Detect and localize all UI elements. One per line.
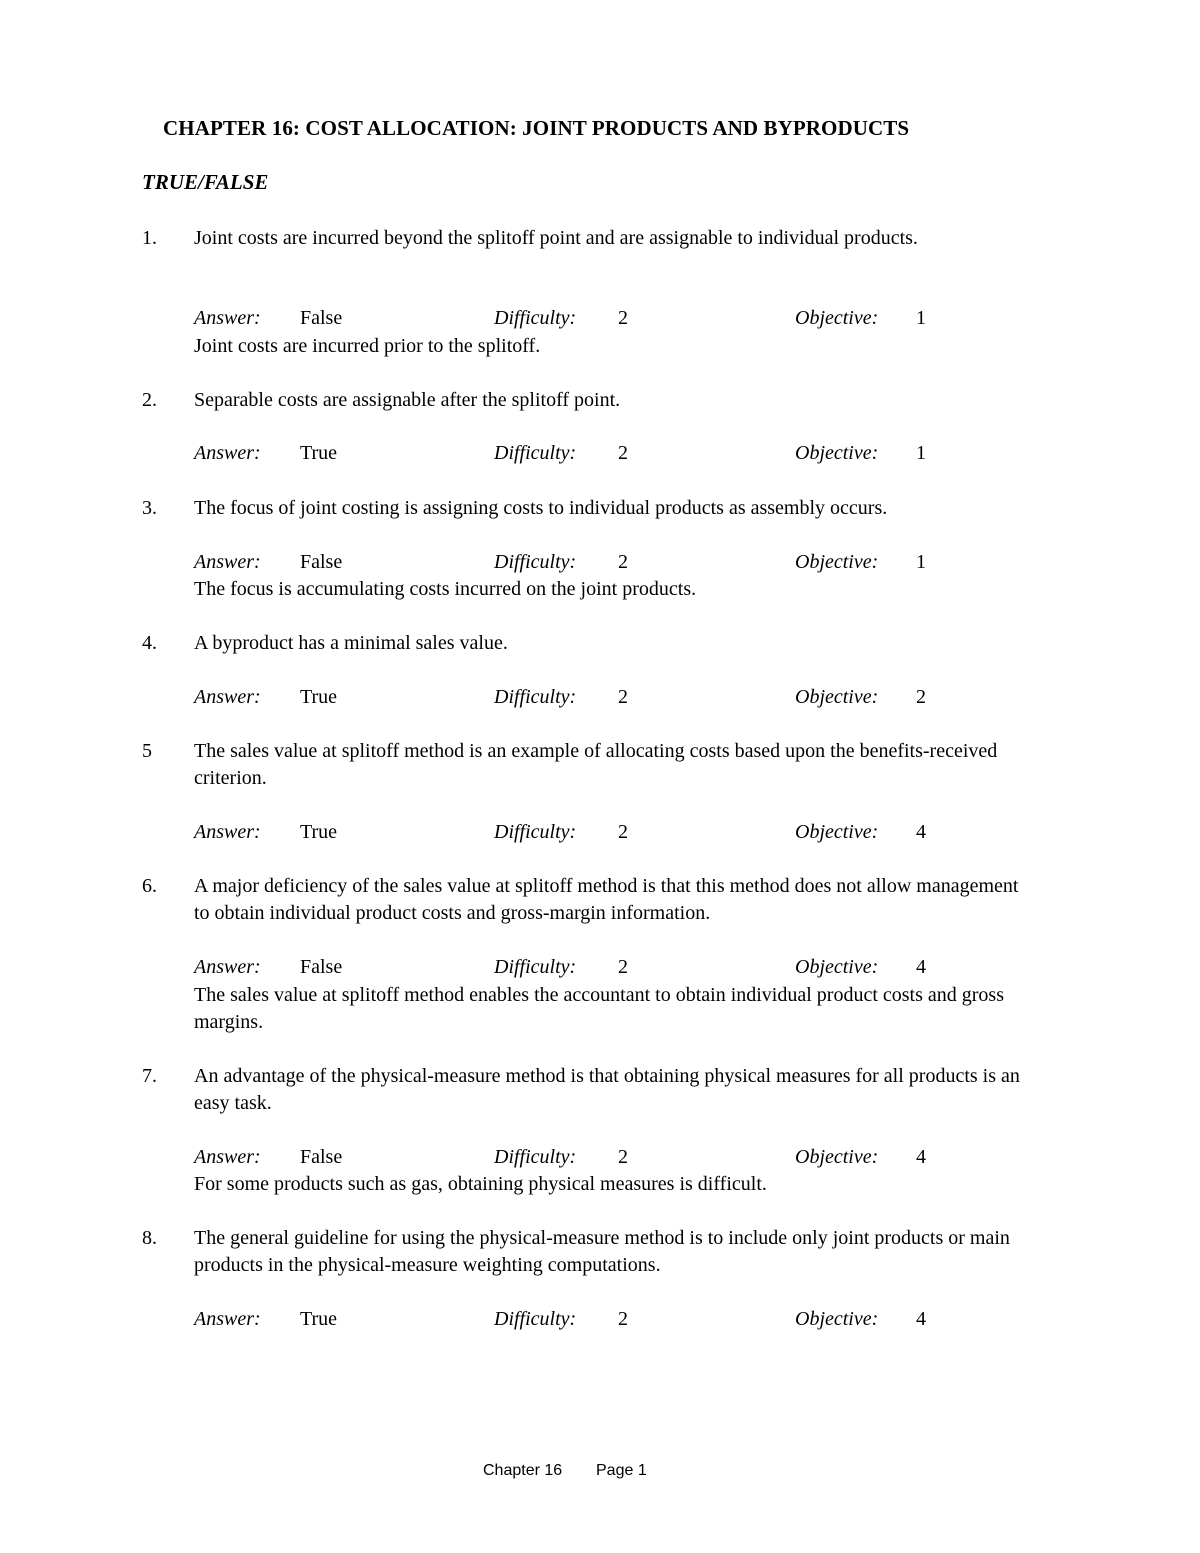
objective-label: Objective: (795, 956, 879, 978)
explanation: Joint costs are incurred prior to the splitoff. (194, 335, 541, 357)
difficulty-value: 2 (618, 551, 628, 573)
answer-label: Answer: (194, 956, 261, 978)
answer-row (194, 954, 994, 981)
objective-label: Objective: (795, 1146, 879, 1168)
objective-value: 1 (916, 307, 926, 329)
answer-value: False (300, 307, 343, 329)
footer-chapter: Chapter 16 (483, 1462, 563, 1479)
objective-label: Objective: (795, 1308, 879, 1330)
difficulty-label: Difficulty: (494, 1308, 577, 1330)
answer-row (194, 1306, 994, 1333)
answer-row (194, 1144, 994, 1171)
objective-label: Objective: (795, 307, 879, 329)
question-number: 6. (142, 875, 157, 897)
answer-value: False (300, 551, 343, 573)
question-text: A major deficiency of the sales value at splitoff method is that this method does not allow management to obtain individual product costs and gross-margin information. (194, 875, 1019, 924)
question-text: An advantage of the physical-measure method is that obtaining physical measures for all products is an easy task. (194, 1065, 1020, 1114)
objective-value: 2 (916, 686, 926, 708)
question-text: Separable costs are assignable after the splitoff point. (194, 389, 621, 411)
objective-label: Objective: (795, 821, 879, 843)
answer-label: Answer: (194, 821, 261, 843)
answer-label: Answer: (194, 686, 261, 708)
objective-label: Objective: (795, 686, 879, 708)
question-number: 8. (142, 1227, 157, 1249)
objective-value: 4 (916, 1146, 926, 1168)
objective-value: 1 (916, 551, 926, 573)
answer-value: True (300, 686, 338, 708)
difficulty-value: 2 (618, 307, 628, 329)
answer-value: False (300, 1146, 343, 1168)
answer-label: Answer: (194, 1146, 261, 1168)
answer-value: True (300, 1308, 338, 1330)
question-number: 1. (142, 227, 157, 249)
answer-label: Answer: (194, 307, 261, 329)
answer-value: False (300, 956, 343, 978)
difficulty-label: Difficulty: (494, 821, 577, 843)
answer-row (194, 819, 994, 846)
answer-value: True (300, 442, 338, 464)
objective-value: 4 (916, 956, 926, 978)
answer-label: Answer: (194, 442, 261, 464)
objective-value: 4 (916, 1308, 926, 1330)
difficulty-value: 2 (618, 1146, 628, 1168)
difficulty-value: 2 (618, 821, 628, 843)
explanation: For some products such as gas, obtaining physical measures is difficult. (194, 1173, 767, 1195)
objective-label: Objective: (795, 551, 879, 573)
difficulty-value: 2 (618, 686, 628, 708)
difficulty-label: Difficulty: (494, 442, 577, 464)
question-text: A byproduct has a minimal sales value. (194, 632, 508, 654)
difficulty-value: 2 (618, 956, 628, 978)
explanation: The focus is accumulating costs incurred on the joint products. (194, 578, 697, 600)
answer-label: Answer: (194, 1308, 261, 1330)
answer-row (194, 684, 994, 711)
section-heading: TRUE/FALSE (142, 170, 269, 194)
answer-row (194, 549, 994, 576)
difficulty-value: 2 (618, 1308, 628, 1330)
answer-label: Answer: (194, 551, 261, 573)
chapter-title: CHAPTER 16: COST ALLOCATION: JOINT PRODUCTS AND BYPRODUCTS (163, 116, 910, 140)
difficulty-label: Difficulty: (494, 1146, 577, 1168)
answer-value: True (300, 821, 338, 843)
difficulty-label: Difficulty: (494, 307, 577, 329)
difficulty-label: Difficulty: (494, 686, 577, 708)
question-text: The sales value at splitoff method is an example of allocating costs based upon the benefits-received criterion. (194, 740, 998, 789)
question-number: 2. (142, 389, 157, 411)
question-number: 3. (142, 497, 157, 519)
objective-value: 1 (916, 442, 926, 464)
question-number: 4. (142, 632, 157, 654)
answer-row (194, 440, 994, 467)
difficulty-label: Difficulty: (494, 551, 577, 573)
question-text: Joint costs are incurred beyond the splitoff point and are assignable to individual products. (194, 227, 918, 249)
objective-value: 4 (916, 821, 926, 843)
explanation: The sales value at splitoff method enables the accountant to obtain individual product costs and gross margins. (194, 984, 1004, 1033)
difficulty-value: 2 (618, 442, 628, 464)
question-text: The general guideline for using the physical-measure method is to include only joint products or main products in the physical-measure weighting computations. (194, 1227, 1010, 1276)
objective-label: Objective: (795, 442, 879, 464)
answer-row (194, 305, 994, 332)
question-number: 5 (142, 740, 152, 762)
question-text: The focus of joint costing is assigning costs to individual products as assembly occurs. (194, 497, 888, 519)
footer-page-number: Page 1 (596, 1462, 647, 1479)
difficulty-label: Difficulty: (494, 956, 577, 978)
question-number: 7. (142, 1065, 157, 1087)
